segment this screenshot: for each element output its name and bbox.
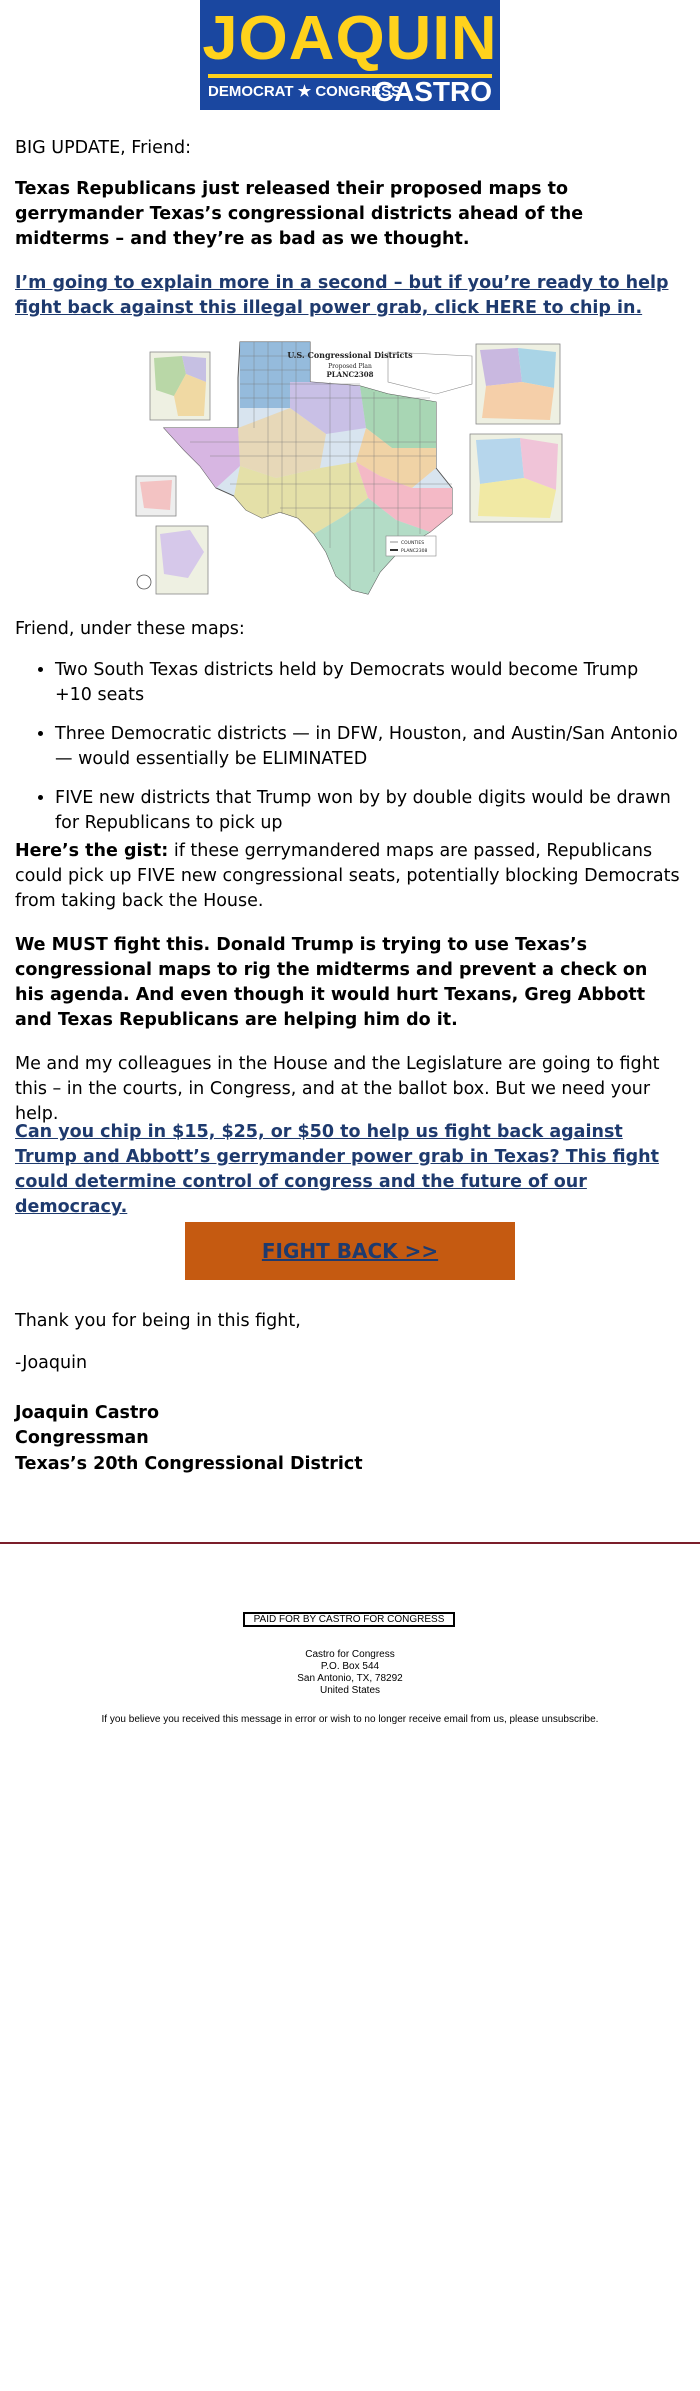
- fight-back-button[interactable]: [185, 1222, 515, 1280]
- signature-name: Joaquin Castro: [15, 1403, 159, 1423]
- logo-name: JOAQUIN: [202, 4, 498, 73]
- list-item: • FIVE new districts that Trump won by by double digits would be drawn for Republicans to pick up: [55, 786, 680, 836]
- logo-subtitle: DEMOCRAT ★ CONGRESS: [208, 83, 402, 100]
- map-seal: [137, 575, 151, 589]
- gist-label: Here’s the gist:: [15, 841, 169, 861]
- address-city: San Antonio, TX, 78292: [297, 1673, 403, 1684]
- under-maps-intro: Friend, under these maps:: [15, 619, 245, 639]
- address-country: United States: [319, 1685, 381, 1696]
- signature-title: Congressman: [15, 1428, 149, 1448]
- greeting: BIG UPDATE, Friend:: [15, 138, 192, 158]
- gist-text: if these gerrymandered maps are passed, Republicans could pick up FIVE new congressional seats, potentially blocking Democrats from taking back the House.: [15, 841, 680, 911]
- impact-list: [15, 658, 680, 850]
- unsubscribe-notice[interactable]: If you believe you received this message in error or wish to no longer receive email from us, please unsubscribe.: [101, 1714, 599, 1725]
- thanks-text: Thank you for being in this fight,: [15, 1311, 301, 1331]
- logo-surname: CASTRO: [373, 76, 492, 107]
- must-fight-paragraph: We MUST fight this. Donald Trump is trying to use Texas’s congressional maps to rig the midterms and prevent a check on his agenda. And even though it would hurt Texans, Greg Abbott and Texas Republicans are helping him do it.: [15, 935, 648, 1030]
- mailing-address: [0, 1649, 700, 1697]
- sign-off: -Joaquin: [15, 1353, 88, 1373]
- fight-back-label[interactable]: FIGHT BACK >>: [261, 1239, 439, 1263]
- footer-divider: [0, 1542, 700, 1544]
- campaign-logo: [200, 0, 500, 110]
- list-item: • Three Democratic districts — in DFW, Houston, and Austin/San Antonio — would essentially be ELIMINATED: [55, 722, 680, 772]
- texas-districts-map: [130, 338, 570, 598]
- map-legend-1: COUNTIES: [401, 541, 425, 546]
- map-subtitle: Proposed Plan: [328, 363, 372, 370]
- address-po-box: P.O. Box 544: [320, 1661, 380, 1672]
- signature-district: Texas’s 20th Congressional District: [15, 1454, 363, 1474]
- address-org: Castro for Congress: [305, 1649, 395, 1660]
- gist-paragraph: [15, 839, 680, 914]
- list-item: • Two South Texas districts held by Democrats would become Trump +10 seats: [55, 658, 680, 708]
- map-plan: PLANC2308: [326, 370, 374, 379]
- headline: Texas Republicans just released their proposed maps to gerrymander Texas’s congressional districts ahead of the midterms – and they’re as bad as we thought.: [15, 179, 584, 249]
- paid-for-box: PAID FOR BY CASTRO FOR CONGRESS: [243, 1612, 455, 1627]
- chip-in-link-1[interactable]: I’m going to explain more in a second – but if you’re ready to help fight back against this illegal power grab, click HERE to chip in.: [15, 273, 669, 318]
- map-title: U.S. Congressional Districts: [287, 350, 413, 360]
- chip-in-link-2[interactable]: Can you chip in $15, $25, or $50 to help us fight back against Trump and Abbott’s gerrymander power grab in Texas? This fight could determine control of congress and the future of our democracy.: [15, 1122, 659, 1217]
- colleagues-paragraph: Me and my colleagues in the House and the Legislature are going to fight this – in the courts, in Congress, and at the ballot box. But we need your help.: [15, 1054, 660, 1124]
- map-legend-2: PLANC2308: [401, 549, 428, 554]
